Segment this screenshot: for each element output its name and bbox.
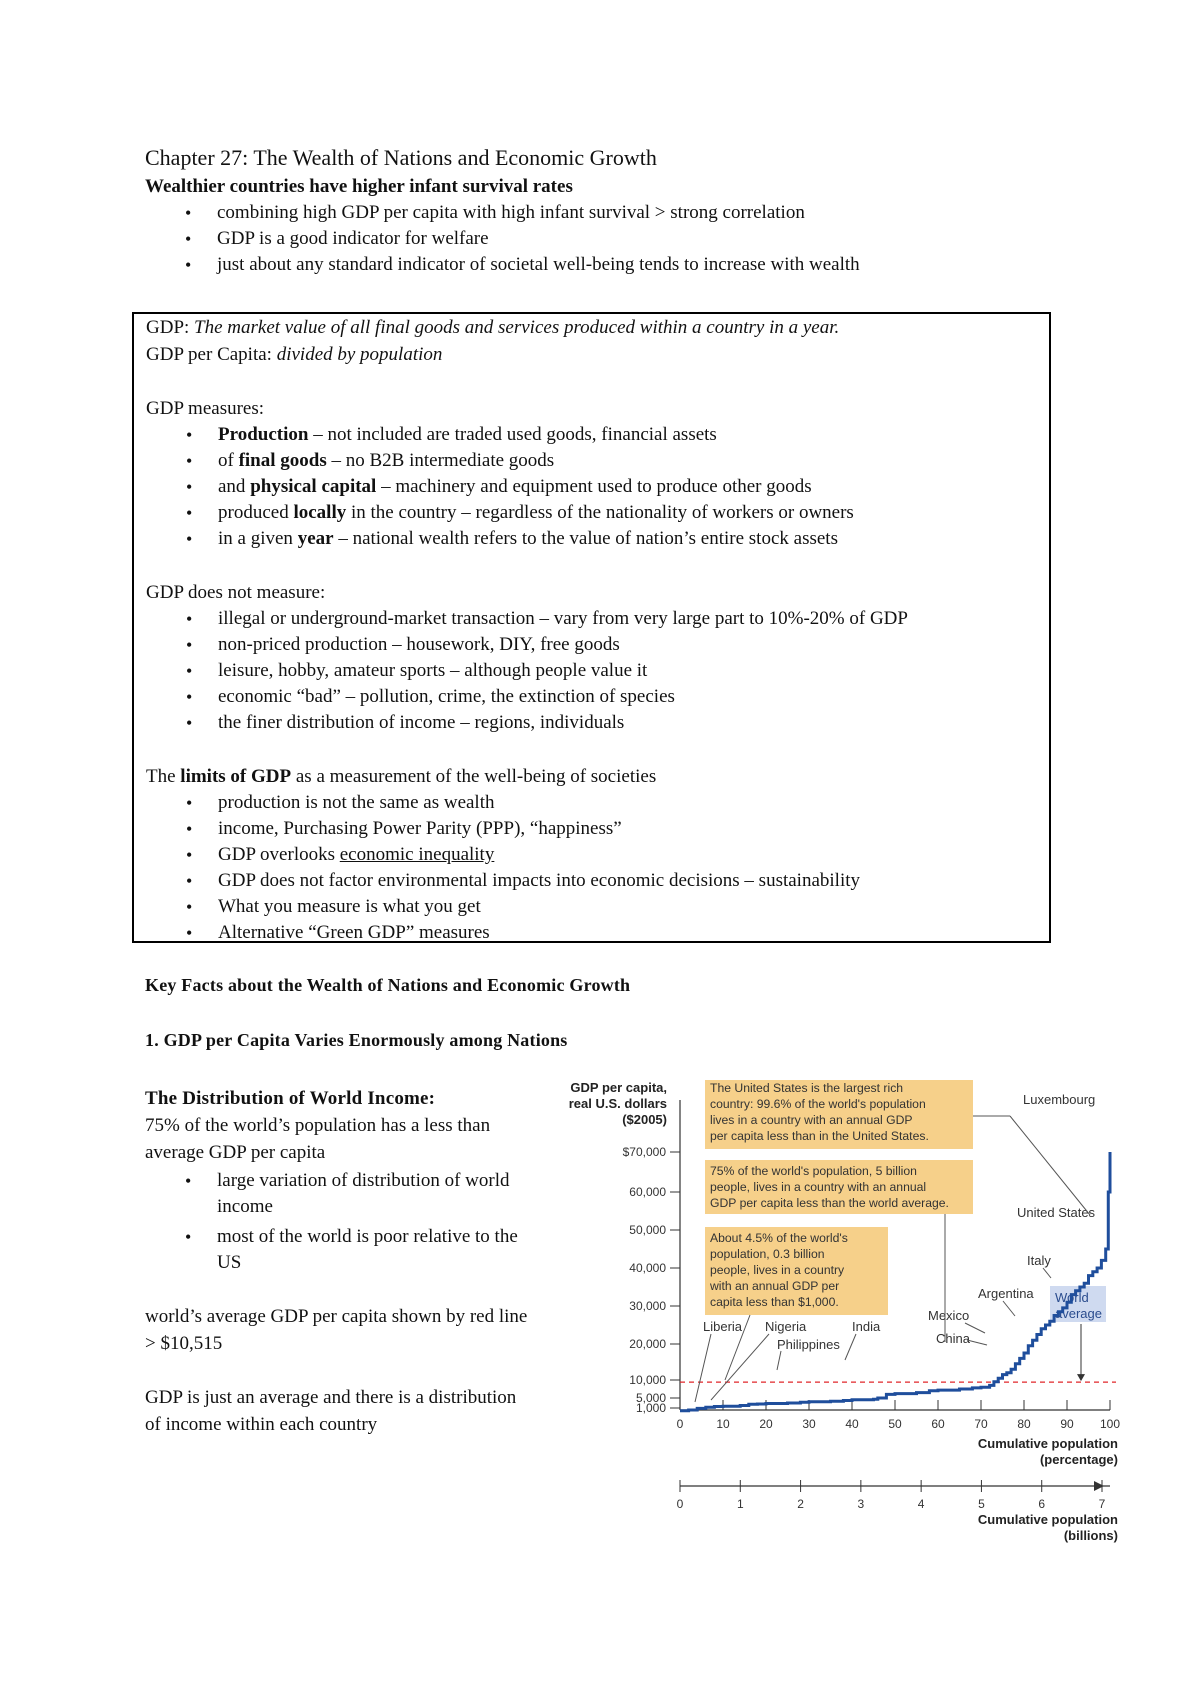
- measures-list: [146, 422, 1041, 552]
- country-label-luxembourg: Luxembourg: [1023, 1092, 1096, 1107]
- y-tick-label: 20,000: [629, 1337, 666, 1351]
- section-subtitle: Wealthier countries have higher infant survival rates: [145, 176, 573, 197]
- country-label-mexico: Mexico: [928, 1308, 970, 1323]
- not-measure-item: • economic “bad” – pollution, crime, the extinction of species: [146, 684, 1041, 710]
- x-tick-label: 30: [802, 1417, 816, 1431]
- measures-item: • and physical capital – machinery and equipment used to produce other goods: [146, 474, 1041, 500]
- limits-item: • Alternative “Green GDP” measures: [146, 920, 1041, 943]
- x-tick-label: 50: [888, 1417, 902, 1431]
- not-measure-item: • the finer distribution of income – regions, individuals: [146, 710, 1041, 736]
- intro-bullet: • just about any standard indicator of societal well-being tends to increase with wealth: [145, 252, 860, 278]
- measures-heading: GDP measures:: [146, 398, 265, 419]
- not-measure-item: • illegal or underground-market transaction – vary from very large part to 10%-20% of GDP: [146, 606, 1041, 632]
- note-4-5-percent-text: capita less than $1,000.: [710, 1295, 839, 1309]
- country-label-china: China: [936, 1331, 970, 1346]
- limits-item: • What you measure is what you get: [146, 894, 1041, 920]
- y-tick-label: 10,000: [629, 1373, 666, 1387]
- note-arrow-line: [1010, 1116, 1090, 1215]
- average-distribution-text: GDP is just an average and there is a distribution of income within each country: [145, 1387, 517, 1435]
- distribution-bullets: [145, 1168, 535, 1276]
- x2-tick-label: 3: [857, 1497, 865, 1511]
- limits-item: • GDP does not factor environmental impacts into economic decisions – sustainability: [146, 868, 1041, 894]
- country-leader-line: [777, 1351, 781, 1370]
- x-tick-label: 20: [759, 1417, 773, 1431]
- not-measure-heading: GDP does not measure:: [146, 582, 326, 603]
- distribution-bullet: • most of the world is poor relative to the US: [145, 1224, 535, 1276]
- limits-item: • income, Purchasing Power Parity (PPP), “happiness”: [146, 816, 1041, 842]
- x2-tick-label: 0: [676, 1497, 684, 1511]
- gdp-definition: [146, 314, 1041, 341]
- economic-inequality-link[interactable]: economic inequality: [339, 844, 495, 865]
- note-4-5-percent-text: with an annual GDP per: [710, 1279, 840, 1293]
- y-tick-label: 1,000: [635, 1401, 666, 1415]
- country-label-nigeria: Nigeria: [765, 1319, 807, 1334]
- limits-list: [146, 790, 1041, 943]
- y-tick-label: 60,000: [629, 1185, 666, 1199]
- x-tick-label: 60: [931, 1417, 945, 1431]
- x2-axis-label: Cumulative population: [977, 1512, 1118, 1527]
- gdp-distribution-chart: [545, 1080, 1130, 1560]
- y-tick-label: 50,000: [629, 1223, 666, 1237]
- distribution-text: 75% of the world’s population has a less than average GDP per capita: [145, 1115, 491, 1163]
- country-label-philippines: Philippines: [777, 1337, 840, 1352]
- x2-tick-label: 1: [736, 1497, 744, 1511]
- limits-heading: The limits of GDP as a measurement of the well-being of societies: [146, 766, 657, 787]
- country-label-united-states: United States: [1017, 1205, 1096, 1220]
- not-measure-list: [146, 606, 1041, 736]
- x-tick-label: 70: [974, 1417, 988, 1431]
- world-average-label: World: [1055, 1290, 1089, 1305]
- x2-tick-label: 6: [1038, 1497, 1046, 1511]
- not-measure-item: • leisure, hobby, amateur sports – although people value it: [146, 658, 1041, 684]
- note-us-largest-rich-text: The United States is the largest rich: [710, 1081, 904, 1095]
- x2-tick-label: 5: [978, 1497, 985, 1511]
- measures-item: • of final goods – no B2B intermediate goods: [146, 448, 1041, 474]
- note-us-largest-rich-text: country: 99.6% of the world's population: [710, 1097, 926, 1111]
- y-axis-label: GDP per capita,: [570, 1080, 667, 1095]
- note-75-percent-text: people, lives in a country with an annual: [710, 1180, 927, 1194]
- y-axis-label: real U.S. dollars: [568, 1096, 667, 1111]
- limits-item: • GDP overlooks economic inequality: [146, 842, 1041, 868]
- gdp-definition-text: The market value of all final goods and services produced within a country in a year.: [194, 317, 840, 338]
- gdppc-definition-text: divided by population: [276, 344, 443, 365]
- average-text: world’s average GDP per capita shown by red line > $10,515: [145, 1306, 528, 1354]
- world-average-arrow-head: [1077, 1374, 1085, 1381]
- y-tick-label: 5,000: [635, 1391, 666, 1405]
- note-4-5-percent-text: people, lives in a country: [710, 1263, 845, 1277]
- y-axis-label: ($2005): [622, 1112, 667, 1127]
- chart-svg: [545, 1080, 1130, 1560]
- y-tick-label: 30,000: [629, 1299, 666, 1313]
- country-label-argentina: Argentina: [978, 1286, 1034, 1301]
- section1-title: 1. GDP per Capita Varies Enormously among Nations: [145, 1030, 568, 1050]
- measures-item: • Production – not included are traded used goods, financial assets: [146, 422, 1041, 448]
- chapter-title: Chapter 27: The Wealth of Nations and Economic Growth: [145, 145, 657, 170]
- gdppc-label: GDP per Capita:: [146, 344, 277, 365]
- country-leader-line: [967, 1340, 987, 1345]
- limits-item: • production is not the same as wealth: [146, 790, 1041, 816]
- x-tick-label: 100: [1099, 1417, 1121, 1431]
- intro-bullet: • combining high GDP per capita with high infant survival > strong correlation: [145, 200, 860, 226]
- x2-tick-label: 4: [917, 1497, 925, 1511]
- key-facts-title: Key Facts about the Wealth of Nations and Economic Growth: [145, 975, 631, 995]
- note-us-largest-rich-text: lives in a country with an annual GDP: [710, 1113, 913, 1127]
- note-75-percent-text: 75% of the world's population, 5 billion: [710, 1164, 917, 1178]
- note-75-percent-text: GDP per capita less than the world average.: [710, 1196, 949, 1210]
- x2-axis-label: (billions): [1063, 1528, 1118, 1543]
- gdp-per-capita-definition: [146, 341, 1041, 368]
- country-leader-line: [1003, 1301, 1015, 1316]
- country-leader-line: [711, 1334, 769, 1400]
- note-4-5-percent-text: population, 0.3 billion: [710, 1247, 825, 1261]
- country-label-italy: Italy: [1027, 1253, 1051, 1268]
- y-tick-label: $70,000: [622, 1145, 666, 1159]
- world-average-label: average: [1055, 1306, 1102, 1321]
- distribution-bullet: • large variation of distribution of world income: [145, 1168, 535, 1220]
- gdp-definition-box: [132, 312, 1051, 943]
- x-axis-label: Cumulative population: [977, 1436, 1118, 1451]
- distribution-column: [145, 1085, 535, 1438]
- x-tick-label: 0: [676, 1417, 684, 1431]
- x-tick-label: 40: [845, 1417, 859, 1431]
- x-tick-label: 90: [1060, 1417, 1074, 1431]
- country-leader-line: [1043, 1268, 1051, 1278]
- country-label-india: India: [852, 1319, 881, 1334]
- x-axis-label: (percentage): [1039, 1452, 1118, 1467]
- y-tick-label: 40,000: [629, 1261, 666, 1275]
- intro-bullet: • GDP is a good indicator for welfare: [145, 226, 860, 252]
- gdp-label: GDP:: [146, 317, 195, 338]
- intro-bullet-list: [145, 200, 860, 278]
- x-tick-label: 10: [716, 1417, 730, 1431]
- country-label-liberia: Liberia: [703, 1319, 743, 1334]
- measures-item: • in a given year – national wealth refers to the value of nation’s entire stock assets: [146, 526, 1041, 552]
- note-4-5-percent-text: About 4.5% of the world's: [710, 1231, 848, 1245]
- x-tick-label: 80: [1017, 1417, 1031, 1431]
- country-leader-line: [845, 1334, 856, 1360]
- distribution-title: The Distribution of World Income:: [145, 1088, 436, 1109]
- x2-tick-label: 2: [797, 1497, 804, 1511]
- not-measure-item: • non-priced production – housework, DIY, free goods: [146, 632, 1041, 658]
- country-leader-line: [695, 1334, 711, 1402]
- measures-item: • produced locally in the country – regardless of the nationality of workers or owners: [146, 500, 1041, 526]
- x2-tick-label: 7: [1098, 1497, 1106, 1511]
- note-us-largest-rich-text: per capita less than in the United States.: [710, 1129, 929, 1143]
